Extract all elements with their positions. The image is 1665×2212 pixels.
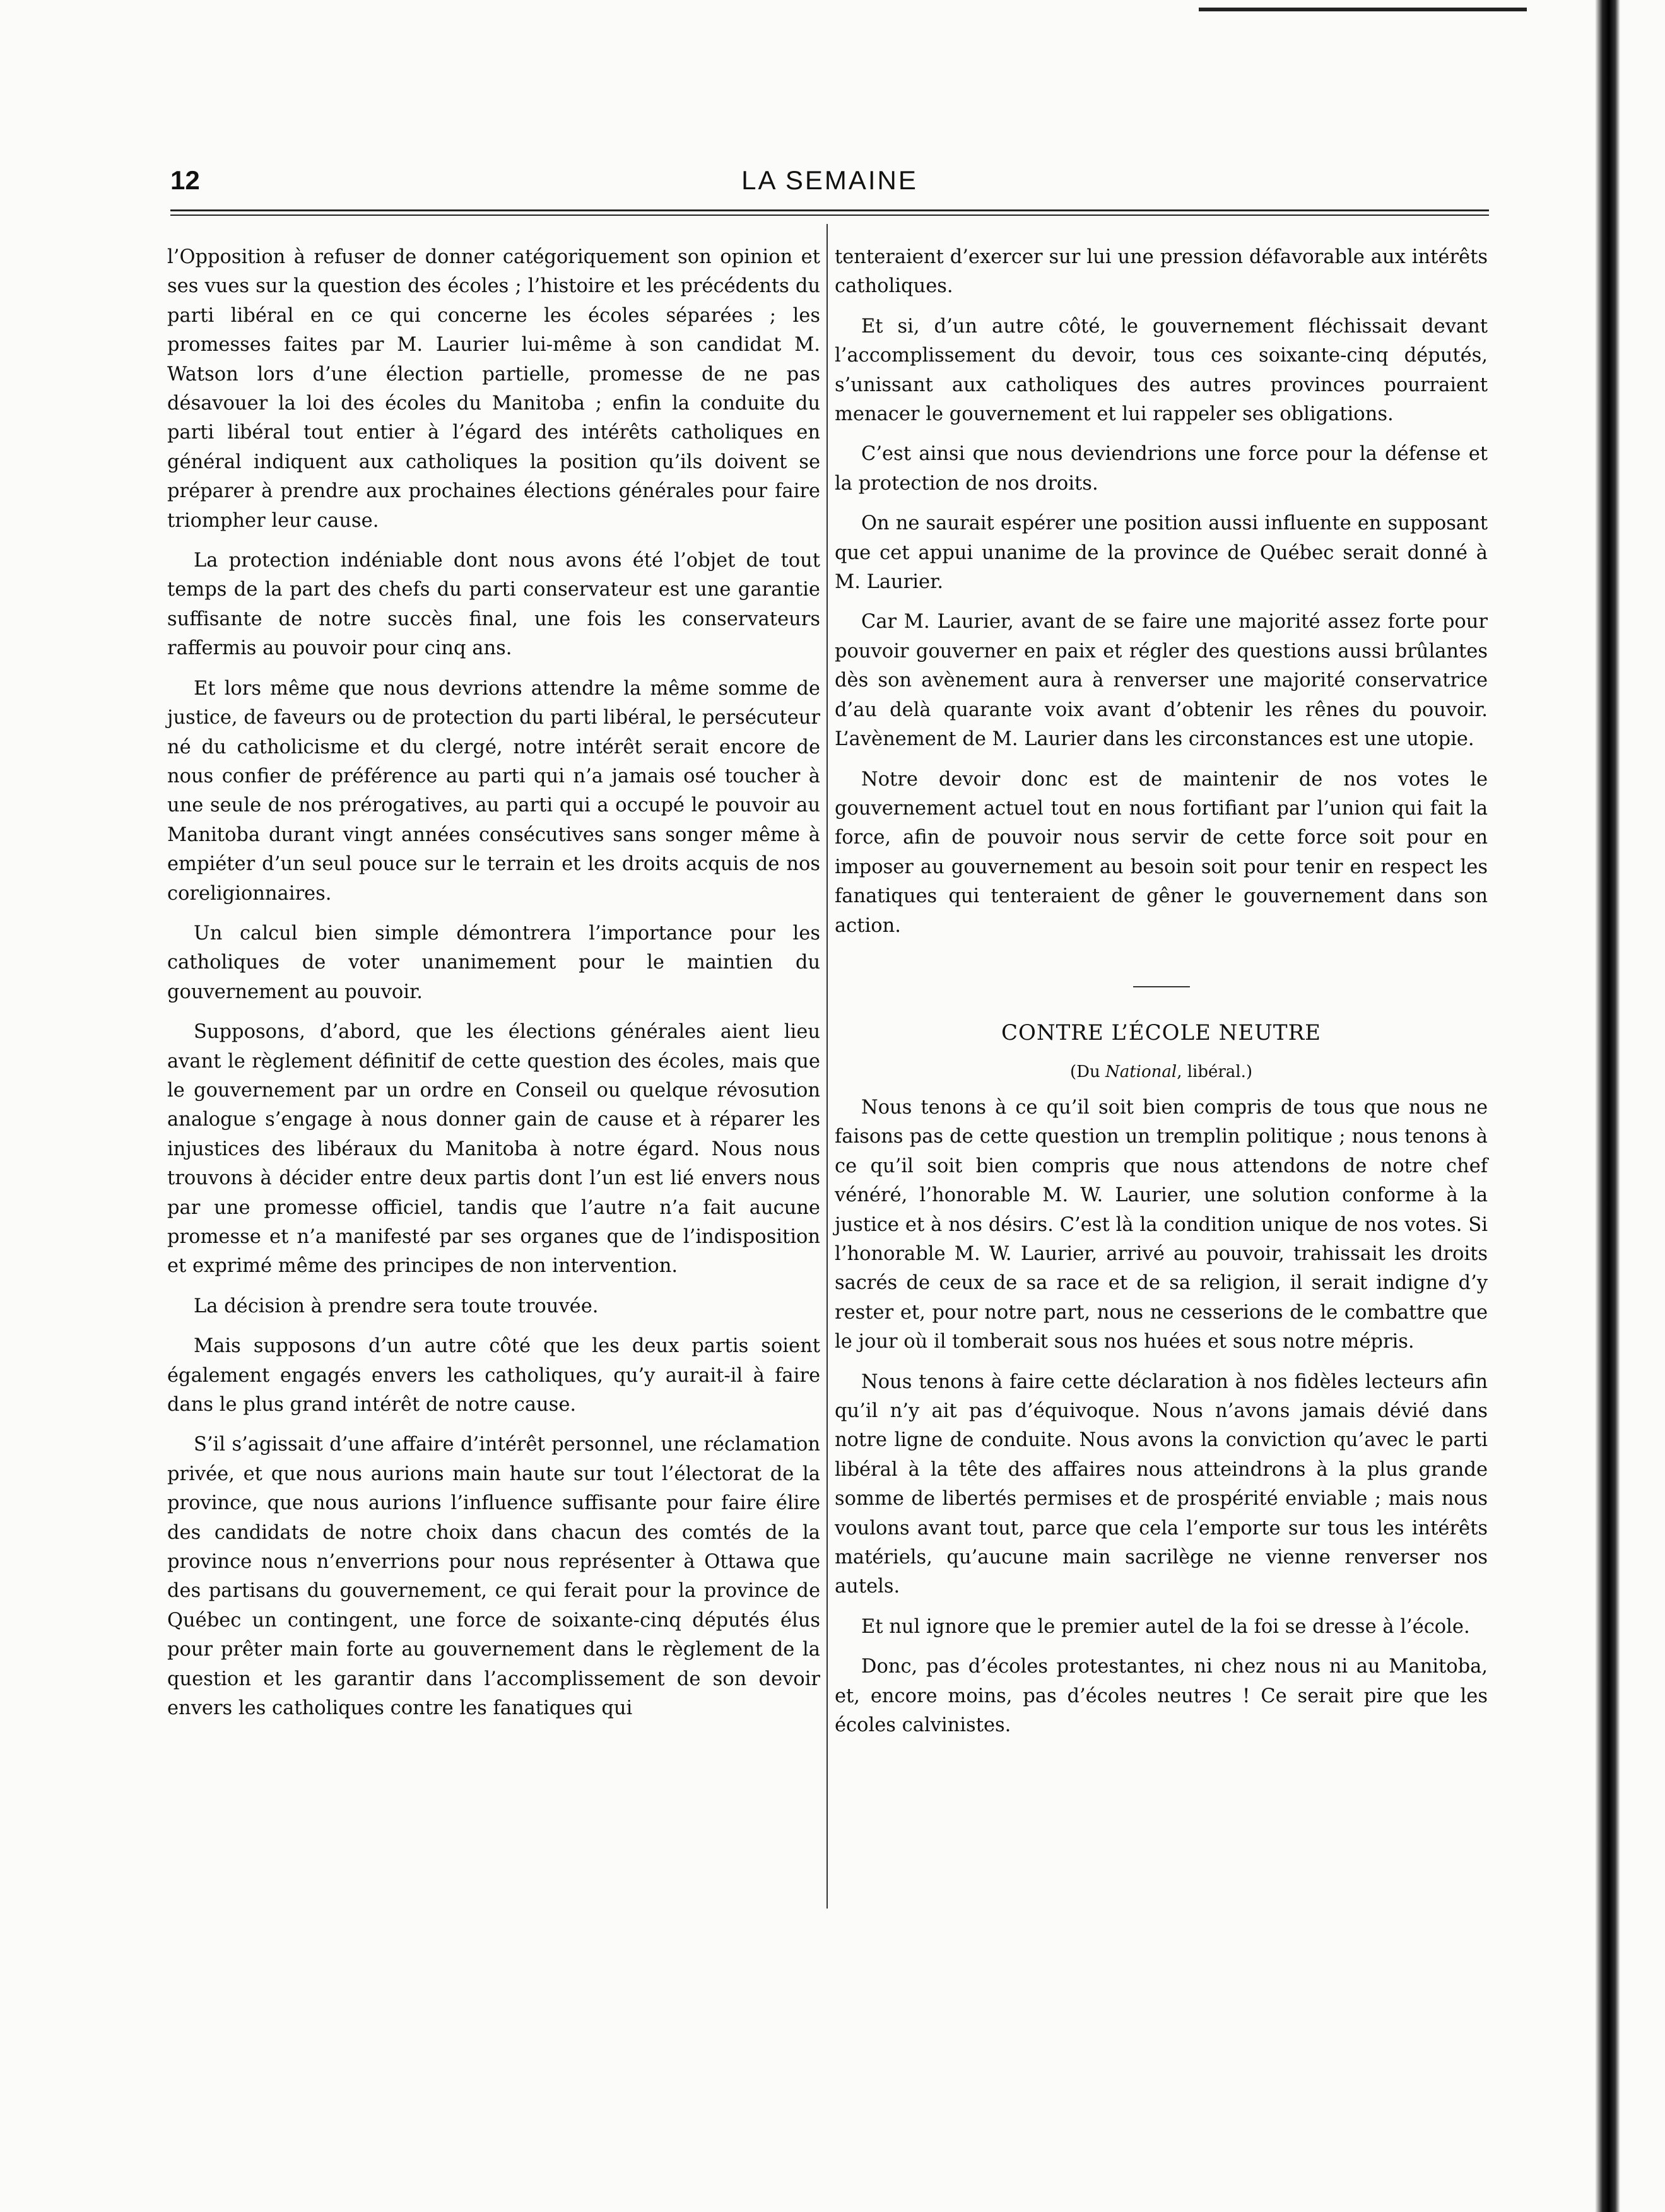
journal-title: LA SEMAINE bbox=[741, 165, 918, 195]
page-header bbox=[170, 165, 1489, 203]
source-suffix: , libéral.) bbox=[1177, 1062, 1253, 1081]
paragraph: S’il s’agissait d’une affaire d’intérêt personnel, une réclamation privée, et que nous aurions main haute sur tout l’électorat de la province, que nous aurions l’influence suffisante pour faire élire des candidats de notre choix dans chacun des comtés de la province nous n’enverrions pour nous représenter à Ottawa que des partisans du gouvernement, ce qui ferait pour la province de Québec un contingent, une force de soixante-cinq députés élus pour prêter main forte au gouvernement dans le règlement de la question et les garantir dans l’accomplissement de son devoir envers les catholiques contre les fanatiques qui bbox=[167, 1433, 820, 1720]
paragraph: Supposons, d’abord, que les élections générales aient lieu avant le règlement définitif de cette question des écoles, mais que le gouvernement par un ordre en Conseil ou quelque révosution analogue s’engage à nous donner gain de cause et à réparer les injustices des libéraux du Manitoba à notre égard. Nous nous trouvons à décider entre deux partis dont l’un est lié envers nous par une promesse officiel, tandis que l’autre n’a fait aucune promesse et n’a manifesté par ses organes que de l’indisposition et exprimé même des principes de non intervention. bbox=[167, 1021, 820, 1278]
section-title: CONTRE L’ÉCOLE NEUTRE bbox=[1001, 1020, 1321, 1045]
right-column bbox=[835, 243, 1488, 1751]
source-prefix: (Du bbox=[1069, 1062, 1105, 1081]
binding-edge bbox=[1595, 0, 1620, 2212]
column-divider bbox=[827, 224, 828, 1909]
paragraph: Nous tenons à faire cette déclaration à nos fidèles lecteurs afin qu’il n’y ait pas d’équivoque. Nous n’avons jamais dévié dans notre ligne de conduite. Nous avons la conviction qu’avec le parti libéral à la tête des affaires nous atteindrons à la plus grande somme de libertés permises et de prospérité enviable ; mais nous voulons avant tout, parce que cela l’emporte sur tous les intérêts matériels, qu’aucune main sacrilège ne vienne renverser nos autels. bbox=[835, 1370, 1488, 1598]
header-rule-bottom bbox=[170, 215, 1489, 216]
paragraph: Et nul ignore que le premier autel de la foi se dresse à l’école. bbox=[861, 1615, 1470, 1638]
paragraph: Car M. Laurier, avant de se faire une majorité assez forte pour pouvoir gouverner en paix et régler des questions aussi brûlantes dès son avènement aura à renverser une majorité conservatrice d’au delà quarante voix avant d’obtenir les rênes du pouvoir. L’avènement de M. Laurier dans les circonstances est une utopie. bbox=[835, 611, 1488, 751]
section-source bbox=[835, 1059, 1488, 1085]
section-separator bbox=[1133, 986, 1190, 987]
header-rule-top bbox=[170, 209, 1489, 211]
paragraph: l’Opposition à refuser de donner catégoriquement son opinion et ses vues sur la question des écoles ; l’histoire et les précédents du parti libéral en ce qui concerne les écoles séparées ; les promesses faites par M. Laurier lui-même à son candidat M. Watson lors d’une élection partielle, promesse de ne pas désavouer la loi des écoles du Manitoba ; enfin la conduite du parti libéral tout entier à l’égard des intérêts catholiques en général indiquent aux catholiques la position qu’ils doivent se préparer à prendre aux prochaines élections générales pour faire triompher leur cause. bbox=[167, 246, 820, 532]
paragraph: La protection indéniable dont nous avons été l’objet de tout temps de la part des chefs du parti conservateur est une garantie suffisante de notre succès final, une fois les conservateurs raffermis au pouvoir pour cinq ans. bbox=[167, 550, 820, 660]
paragraph: Mais supposons d’un autre côté que les deux partis soient également engagés envers les catholiques, qu’y aurait-il à faire dans le plus grand intérêt de notre cause. bbox=[167, 1335, 820, 1416]
paragraph: C’est ainsi que nous deviendrions une force pour la défense et la protection de nos droits. bbox=[835, 443, 1488, 495]
paragraph: Nous tenons à ce qu’il soit bien compris de tous que nous ne faisons pas de cette question un tremplin politique ; nous tenons à ce qu’il soit bien compris que nous attendons de notre chef vénéré, l’honorable M. W. Laurier, une solution conforme à la justice et à nos désirs. C’est là la condition unique de nos votes. Si l’honorable M. W. Laurier, arrivé au pouvoir, trahissait les droits sacrés de ceux de sa race et de sa religion, il serait indigne d’y rester et, pour notre part, nous ne cesserions de le combattre que le jour où il tomberait sous nos huées et sous notre mépris. bbox=[835, 1096, 1488, 1353]
paragraph: La décision à prendre sera toute trouvée. bbox=[194, 1295, 599, 1317]
paragraph: Donc, pas d’écoles protestantes, ni chez nous ni au Manitoba, et, encore moins, pas d’écoles neutres ! Ce serait pire que les écoles calvinistes. bbox=[835, 1656, 1488, 1737]
left-column bbox=[167, 243, 820, 1734]
page-number: 12 bbox=[170, 165, 200, 195]
paragraph: Un calcul bien simple démontrera l’importance pour les catholiques de voter unanimement pour le maintien du gouvernement au pouvoir. bbox=[167, 922, 820, 1003]
paragraph: Et si, d’un autre côté, le gouvernement fléchissait devant l’accomplissement du devoir, tous ces soixante-cinq députés, s’unissant aux catholiques des autres provinces pourraient menacer le gouvernement et lui rappeler ses obligations. bbox=[835, 315, 1488, 426]
paragraph: Notre devoir donc est de maintenir de nos votes le gouvernement actuel tout en nous fortifiant par l’union qui fait la force, afin de pouvoir nous servir de cette force soit pour en imposer au gouvernement au besoin soit pour tenir en respect les fanatiques qui tenteraient de gêner le gouvernement dans son action. bbox=[835, 768, 1488, 937]
source-paper: National bbox=[1105, 1062, 1177, 1081]
top-edge-rule bbox=[1199, 8, 1527, 11]
paragraph: tenteraient d’exercer sur lui une pression défavorable aux intérêts catholiques. bbox=[835, 246, 1488, 298]
paragraph: Et lors même que nous devrions attendre la même somme de justice, de faveurs ou de protection du parti libéral, le persécuteur né du catholicisme et du clergé, notre intérêt serait encore de nous confier de préférence au parti qui n’a jamais osé toucher à une seule de nos prérogatives, au parti qui a occupé le pouvoir au Manitoba durant vingt années consécutives sans songer même à empiéter d’un seul pouce sur le terrain et les droits acquis de nos coreligionnaires. bbox=[167, 677, 820, 905]
paragraph: On ne saurait espérer une position aussi influente en supposant que cet appui unanime de la province de Québec serait donné à M. Laurier. bbox=[835, 512, 1488, 594]
